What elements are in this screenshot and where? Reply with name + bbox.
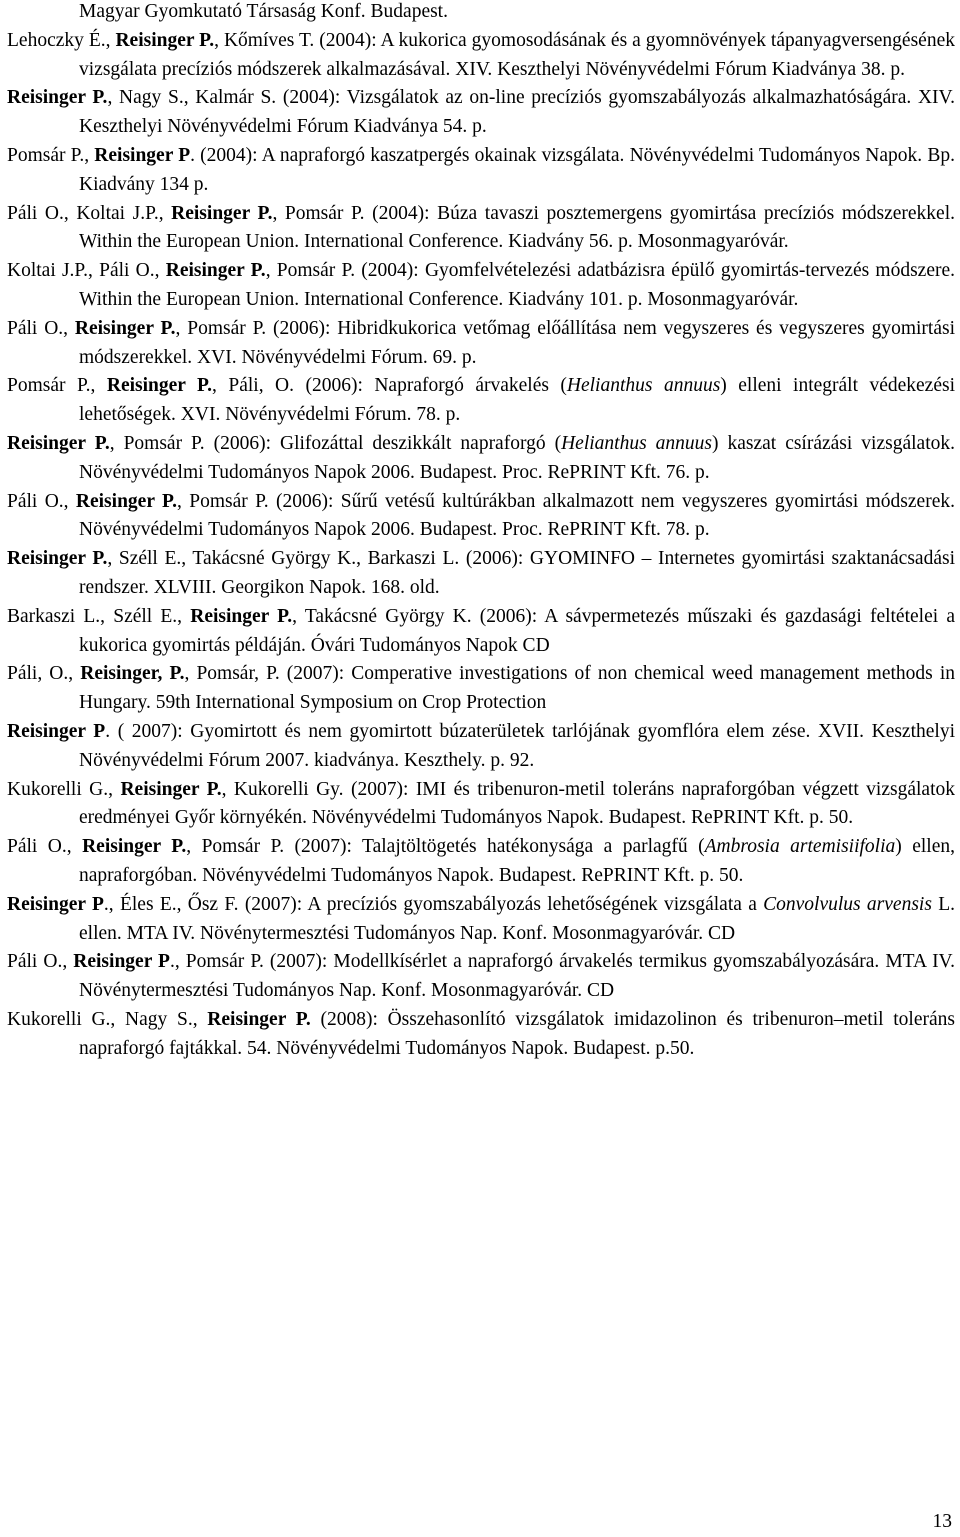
reference-text: , Kukorelli Gy. (2007): IMI és tribenuron-metil toleráns napraforgóban végzett vizsgálatok eredményei Győr környékén. Növényvédelmi Tudományos Napok. Budapest. RePRINT Kft. p. 50. bbox=[79, 778, 955, 829]
author-highlight: Reisinger P. bbox=[75, 490, 177, 512]
reference-text: L. ellen. MTA IV. Növénytermesztési Tudományos Nap. Konf. Mosonmagyaróvár. CD bbox=[79, 893, 955, 944]
species-name: Convolvulus arvensis bbox=[763, 893, 932, 915]
species-name: Helianthus annuus bbox=[566, 375, 721, 397]
reference-text: Kukorelli G., Nagy S., bbox=[7, 1008, 208, 1030]
reference-entry bbox=[7, 200, 955, 258]
reference-text: , Pomsár P. (2006): Sűrű vetésű kultúrákban alkalmazott nem vegyszeres gyomirtási módszerek. Növényvédelmi Tudományos Napok 2006. Budapest. Proc. RePRINT Kft. 78. p. bbox=[79, 490, 955, 541]
reference-text: Páli O., bbox=[7, 951, 74, 973]
reference-entry bbox=[7, 948, 955, 1006]
author-highlight: Reisinger P. bbox=[106, 375, 213, 397]
reference-text: Páli, O., bbox=[7, 663, 81, 685]
author-highlight: Reisinger P. bbox=[7, 432, 110, 454]
author-highlight: Reisinger P. bbox=[120, 778, 222, 800]
author-highlight: Reisinger P bbox=[7, 893, 104, 915]
reference-text: , Pomsár P. (2006): Hibridkukorica vetőmag előállítása nem vegyszeres és vegyszeres gyomirtási módszerekkel. XVI. Növényvédelmi Fórum. 69. p. bbox=[79, 317, 955, 368]
reference-entry bbox=[7, 315, 955, 373]
reference-text: , Pomsár, P. (2007): Comperative investigations of non chemical weed management methods in Hungary. 59th International Symposium on Crop Protection bbox=[79, 663, 955, 714]
reference-text: Pomsár P., bbox=[7, 375, 107, 397]
reference-entry bbox=[7, 430, 955, 488]
reference-entry bbox=[7, 545, 955, 603]
reference-text: ) kaszat csírázási vizsgálatok. Növényvédelmi Tudományos Napok 2006. Budapest. Proc. RePRINT Kft. 76. p. bbox=[79, 432, 955, 483]
reference-entry bbox=[7, 833, 955, 891]
reference-text: , Széll E., Takácsné György K., Barkaszi L. (2006): GYOMINFO – Internetes gyomirtási szaktanácsadási rendszer. XLVIII. Georgikon Napok. 168. old. bbox=[79, 548, 955, 598]
reference-entry bbox=[7, 142, 955, 200]
reference-entry bbox=[7, 1006, 955, 1064]
reference-entry bbox=[7, 891, 955, 949]
reference-entry bbox=[7, 372, 955, 430]
species-name: Ambrosia artemisiifolia bbox=[704, 836, 896, 858]
reference-list bbox=[7, 0, 955, 1063]
author-highlight: Reisinger P. bbox=[7, 548, 108, 570]
reference-text: ) ellen, napraforgóban. Növényvédelmi Tudományos Napok. Budapest. RePRINT Kft. p. 50. bbox=[79, 836, 955, 886]
reference-text: Barkaszi L., Széll E., bbox=[7, 605, 191, 627]
reference-text: , Páli, O. (2006): Napraforgó árvakelés ( bbox=[212, 375, 567, 397]
author-highlight: Reisinger P. bbox=[207, 1008, 311, 1030]
reference-text: , Pomsár P. (2006): Glifozáttal deszikkált napraforgó ( bbox=[109, 432, 562, 454]
reference-text: Páli O., bbox=[7, 317, 75, 339]
reference-entry bbox=[7, 776, 955, 834]
reference-text: , Kőmíves T. (2004): A kukorica gyomosodásának és a gyomnövények tápanyagversengésének vizsgálata precíziós módszerek alkalmazásával. XIV. Keszthelyi Növényvédelmi Fórum Kiadványa 38. p. bbox=[79, 29, 955, 80]
reference-entry bbox=[7, 603, 955, 661]
author-highlight: Reisinger P. bbox=[171, 202, 273, 224]
reference-entry bbox=[7, 27, 955, 85]
reference-entry bbox=[7, 257, 955, 315]
author-highlight: Reisinger P bbox=[73, 951, 170, 973]
reference-text: Páli O., bbox=[7, 490, 76, 512]
author-highlight: Reisinger P. bbox=[74, 317, 176, 339]
reference-entry bbox=[7, 84, 955, 142]
reference-text: , Pomsár P. (2004): Búza tavaszi posztemergens gyomirtása precíziós módszerekkel. Within the European Union. International Conference. Kiadvány 56. p. Mosonmagyaróvár. bbox=[79, 202, 955, 253]
reference-text: ., Éles E., Ősz F. (2007): A precíziós gyomszabályozás lehetőségének vizsgálata a bbox=[103, 893, 764, 915]
reference-text: Kukorelli G., bbox=[7, 778, 121, 800]
author-highlight: Reisinger P. bbox=[190, 605, 293, 627]
author-highlight: Reisinger P. bbox=[165, 260, 266, 282]
page-number: 13 bbox=[932, 1511, 952, 1532]
author-highlight: Reisinger P. bbox=[7, 87, 108, 109]
reference-text: , Nagy S., Kalmár S. (2004): Vizsgálatok az on-line precíziós gyomszabályozás alkalmazhatóságára. XIV. Keszthelyi Növényvédelmi Fórum Kiadványa 54. p. bbox=[79, 87, 955, 138]
reference-text: Magyar Gyomkutató Társaság Konf. Budapest. bbox=[79, 1, 448, 22]
reference-text: Páli O., Koltai J.P., bbox=[7, 202, 172, 224]
reference-text: Lehoczky É., bbox=[7, 29, 116, 51]
reference-entry bbox=[7, 718, 955, 776]
author-highlight: Reisinger P bbox=[7, 720, 106, 742]
reference-text: . (2004): A napraforgó kaszatpergés okainak vizsgálata. Növényvédelmi Tudományos Napok. Bp. Kiadvány 134 p. bbox=[79, 144, 955, 195]
species-name: Helianthus annuus bbox=[561, 432, 712, 454]
reference-text: . ( 2007): Gyomirtott és nem gyomirtott búzaterületek tarlójának gyomflóra elem zése. XVII. Keszthelyi Növényvédelmi Fórum 2007. kiadványa. Keszthely. p. 92. bbox=[79, 720, 955, 771]
reference-text: , Takácsné György K. (2006): A sávpermetezés műszaki és gazdasági feltételei a kukorica gyomirtás példáján. Óvári Tudományos Napok CD bbox=[79, 605, 955, 656]
author-highlight: Reisinger P. bbox=[82, 836, 187, 858]
author-highlight: Reisinger P bbox=[94, 144, 191, 166]
reference-continuation bbox=[7, 0, 955, 27]
reference-text: , Pomsár P. (2007): Talajtöltögetés hatékonysága a parlagfű ( bbox=[186, 836, 705, 858]
reference-text: Páli O., bbox=[7, 836, 83, 858]
reference-text: Pomsár P., bbox=[7, 144, 95, 166]
reference-text: ., Pomsár P. (2007): Modellkísérlet a napraforgó árvakelés termikus gyomszabályozására. MTA IV. Növénytermesztési Tudományos Nap. Konf. Mosonmagyaróvár. CD bbox=[79, 951, 956, 1002]
reference-text: (2008): Összehasonlító vizsgálatok imidazolinon és tribenuron–metil toleráns napraforgó fajtákkal. 54. Növényvédelmi Tudományos Napok. Budapest. p.50. bbox=[79, 1008, 955, 1059]
reference-entry bbox=[7, 660, 955, 718]
reference-text: Koltai J.P., Páli O., bbox=[7, 260, 166, 282]
reference-entry bbox=[7, 488, 955, 546]
reference-text: ) elleni integrált védekezési lehetőségek. XVI. Növényvédelmi Fórum. 78. p. bbox=[79, 375, 955, 426]
author-highlight: Reisinger, P. bbox=[80, 663, 185, 685]
author-highlight: Reisinger P. bbox=[115, 29, 215, 51]
reference-text: , Pomsár P. (2004): Gyomfelvételezési adatbázisra épülő gyomirtás-tervezés módszere. Within the European Union. International Conference. Kiadvány 101. p. Mosonmagyaróvár. bbox=[79, 260, 956, 310]
